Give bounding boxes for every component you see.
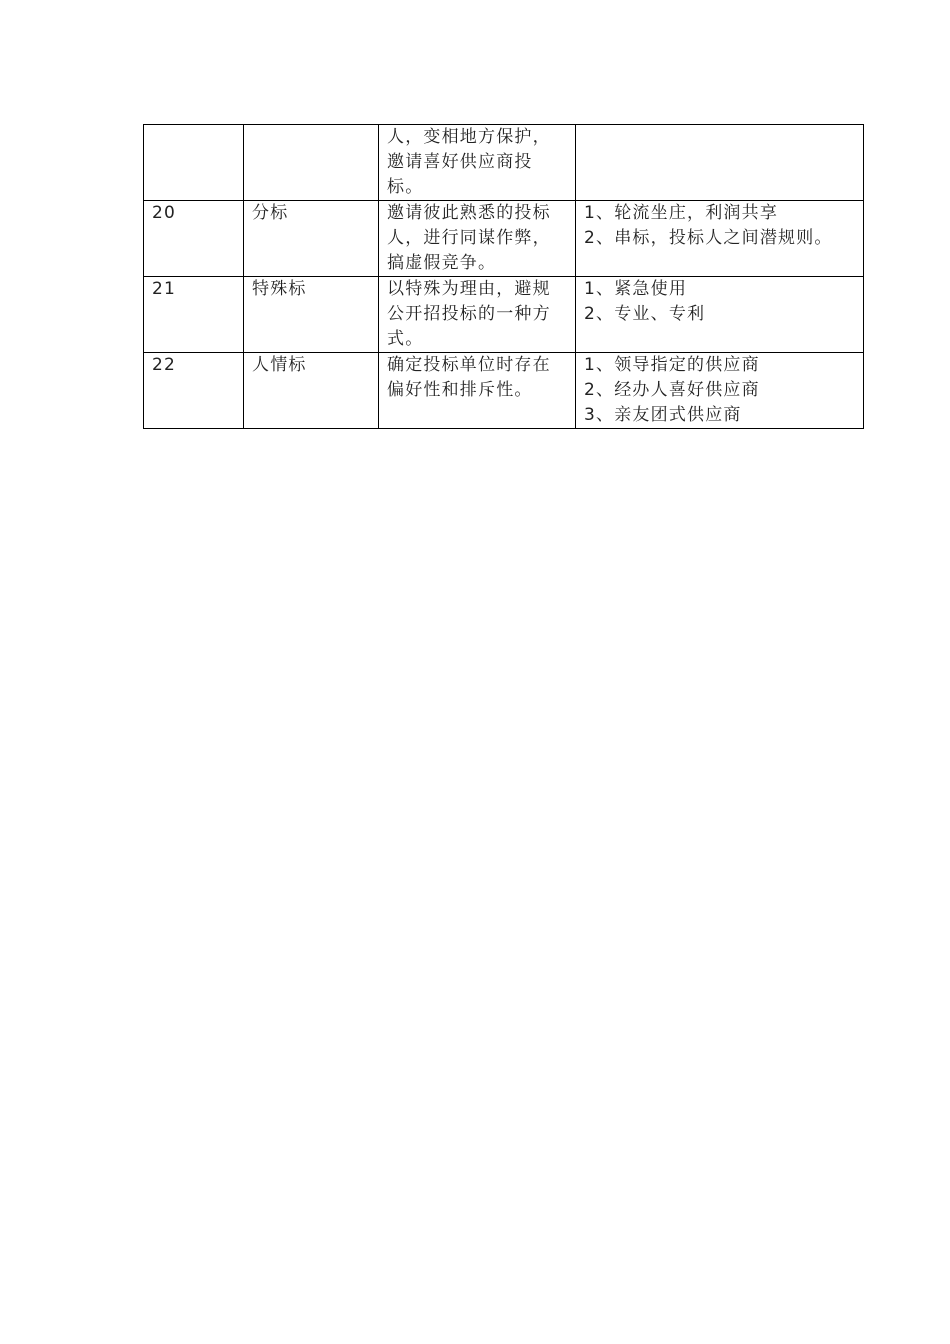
table-row <box>144 201 864 277</box>
table-row <box>144 353 864 429</box>
description-text: 以特殊为理由，避规公开招投标的一种方式。 <box>387 279 551 349</box>
type-name-cell: 特殊标 <box>244 277 379 353</box>
table-row <box>144 125 864 201</box>
description-cell <box>379 353 576 429</box>
form-item: 1、紧急使用 <box>584 279 688 299</box>
forms-cell <box>576 125 864 201</box>
type-name-cell <box>244 125 379 201</box>
bidding-forms-table <box>143 124 864 429</box>
form-item: 3、亲友团式供应商 <box>584 405 742 425</box>
row-number-cell: 21 <box>144 277 244 353</box>
description-text: 人，变相地方保护，邀请喜好供应商投标。 <box>387 127 551 197</box>
row-number-cell: 22 <box>144 353 244 429</box>
forms-cell <box>576 277 864 353</box>
forms-cell <box>576 201 864 277</box>
form-item: 1、轮流坐庄，利润共享 <box>584 203 779 223</box>
description-cell <box>379 201 576 277</box>
form-item: 2、专业、专利 <box>584 304 706 324</box>
table-row <box>144 277 864 353</box>
description-cell <box>379 277 576 353</box>
row-number-cell <box>144 125 244 201</box>
type-name-cell: 分标 <box>244 201 379 277</box>
form-item: 2、串标，投标人之间潜规则。 <box>584 228 833 248</box>
form-item: 2、经办人喜好供应商 <box>584 380 760 400</box>
row-number-cell: 20 <box>144 201 244 277</box>
description-text: 确定投标单位时存在偏好性和排斥性。 <box>387 355 551 400</box>
description-cell <box>379 125 576 201</box>
description-text: 邀请彼此熟悉的投标人，进行同谋作弊，搞虚假竞争。 <box>387 203 551 273</box>
form-item: 1、领导指定的供应商 <box>584 355 760 375</box>
type-name-cell: 人情标 <box>244 353 379 429</box>
forms-cell <box>576 353 864 429</box>
